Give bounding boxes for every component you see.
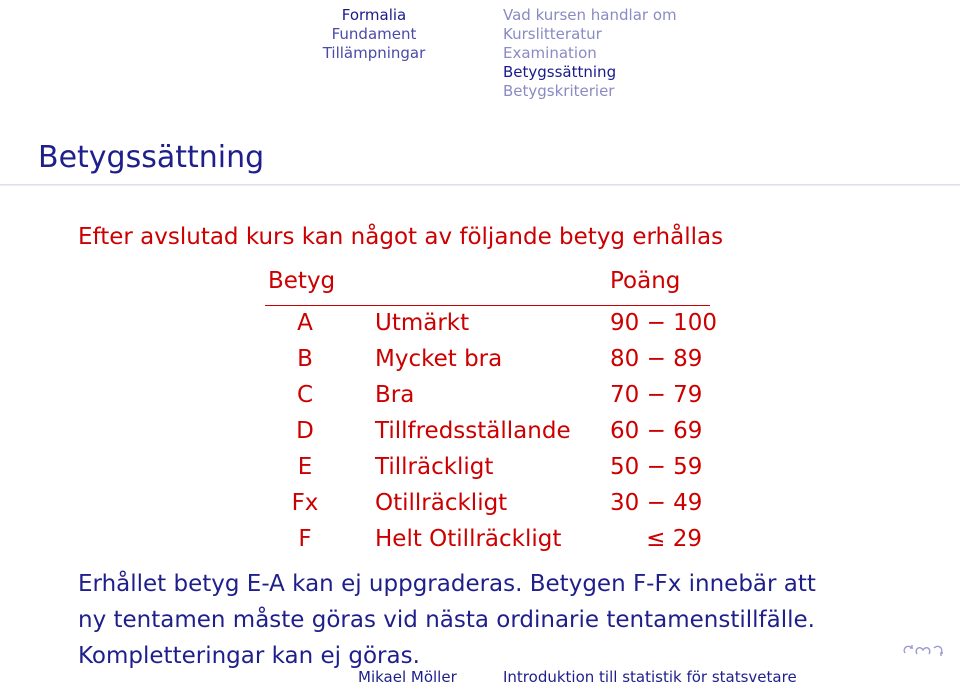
frame-title: Betygssättning bbox=[38, 140, 265, 175]
points-cell: 90 − 100 bbox=[610, 310, 718, 336]
footnote-line: ny tentamen måste göras vid nästa ordinarie tentamenstillfälle. bbox=[78, 607, 815, 633]
table-row bbox=[265, 490, 715, 526]
grade-cell: Fx bbox=[291, 490, 319, 516]
footnote-line: Kompletteringar kan ej göras. bbox=[78, 643, 420, 669]
header-navigation bbox=[0, 6, 960, 100]
nav-section-tillampningar[interactable]: Tillämpningar bbox=[322, 44, 426, 62]
footer-course-title: Introduktion till statistik för statsvetare bbox=[503, 668, 797, 686]
table-row bbox=[265, 454, 715, 490]
table-row bbox=[265, 526, 715, 562]
footer-author: Mikael Möller bbox=[358, 668, 457, 686]
points-cell: 80 − 89 bbox=[610, 346, 703, 372]
navigation-symbols-icon bbox=[900, 640, 952, 660]
points-cell: 50 − 59 bbox=[610, 454, 703, 480]
description-cell: Mycket bra bbox=[375, 346, 503, 372]
header-rule bbox=[265, 305, 710, 306]
grade-cell: A bbox=[297, 310, 313, 336]
nav-subsection-kurslitteratur[interactable]: Kurslitteratur bbox=[503, 25, 602, 43]
grade-cell: D bbox=[296, 418, 314, 444]
table-row bbox=[265, 382, 715, 418]
table-row bbox=[265, 418, 715, 454]
table-row bbox=[265, 310, 718, 346]
nav-subsection-vad-kursen[interactable]: Vad kursen handlar om bbox=[503, 6, 677, 24]
nav-subsection-betygskriterier[interactable]: Betygskriterier bbox=[503, 82, 615, 100]
title-divider bbox=[0, 184, 960, 186]
points-cell: 30 − 49 bbox=[610, 490, 703, 516]
description-cell: Tillfredsställande bbox=[375, 418, 571, 444]
description-cell: Bra bbox=[375, 382, 415, 408]
description-cell: Utmärkt bbox=[375, 310, 470, 336]
nav-section-fundament[interactable]: Fundament bbox=[331, 25, 417, 43]
header-grade: Betyg bbox=[268, 268, 336, 294]
section-nav bbox=[323, 6, 426, 63]
description-cell: Otillräckligt bbox=[375, 490, 508, 516]
table-header bbox=[265, 268, 715, 304]
subsection-nav bbox=[503, 6, 677, 101]
header-points: Poäng bbox=[610, 268, 681, 294]
description-cell: Helt Otillräckligt bbox=[375, 526, 562, 552]
footnote-line: Erhållet betyg E-A kan ej uppgraderas. Betygen F-Fx innebär att bbox=[78, 571, 816, 597]
footnote-text bbox=[78, 566, 938, 674]
nav-section-formalia[interactable]: Formalia bbox=[341, 6, 407, 24]
nav-subsection-examination[interactable]: Examination bbox=[503, 44, 597, 62]
grade-cell: F bbox=[298, 526, 312, 552]
grade-cell: B bbox=[297, 346, 313, 372]
description-cell: Tillräckligt bbox=[375, 454, 494, 480]
grade-cell: E bbox=[297, 454, 313, 480]
points-cell: 70 − 79 bbox=[610, 382, 703, 408]
table-row bbox=[265, 346, 715, 382]
beamer-navigation-loop-icon[interactable] bbox=[900, 640, 952, 660]
nav-subsection-betygssattning[interactable]: Betygssättning bbox=[503, 63, 617, 81]
points-cell: ≤ 29 bbox=[646, 526, 702, 552]
footer bbox=[0, 665, 960, 690]
points-cell: 60 − 69 bbox=[610, 418, 703, 444]
intro-text: Efter avslutad kurs kan något av följande betyg erhållas bbox=[78, 224, 724, 250]
grade-table bbox=[265, 268, 718, 552]
grade-cell: C bbox=[296, 382, 314, 408]
table-body bbox=[265, 310, 718, 562]
